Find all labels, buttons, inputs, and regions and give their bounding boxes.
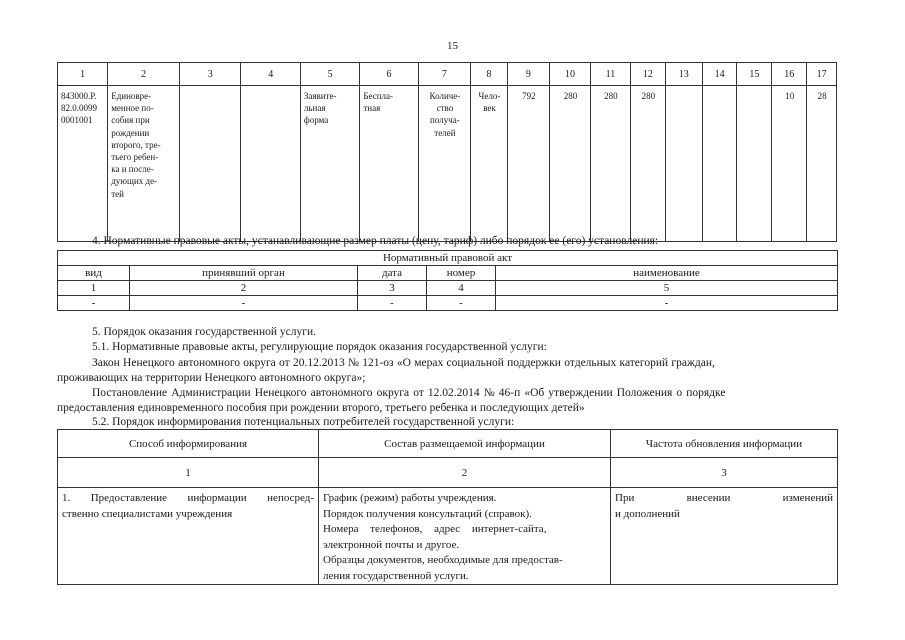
frequency-line-2: и дополнений bbox=[615, 507, 680, 520]
value-cell: 10 bbox=[772, 86, 807, 242]
col-header: 3 bbox=[179, 63, 241, 86]
value-cell: 28 bbox=[807, 86, 837, 242]
info-line: электронной почты и другое. bbox=[323, 538, 460, 551]
cell-line: форма bbox=[303, 115, 329, 126]
col-number: 4 bbox=[427, 281, 496, 296]
col-header: 4 bbox=[241, 63, 300, 86]
cell-line: 0001001 bbox=[61, 115, 93, 126]
group-header-row bbox=[58, 251, 838, 266]
number-row bbox=[58, 458, 838, 488]
frequency-cell bbox=[611, 488, 838, 585]
informing-table bbox=[57, 429, 838, 585]
info-line: График (режим) работы учреждения. bbox=[323, 492, 497, 504]
table-cell: - bbox=[130, 296, 358, 311]
word: При bbox=[615, 492, 635, 504]
cell-line: менное по- bbox=[111, 103, 154, 114]
col-header: 17 bbox=[807, 63, 837, 86]
payment-cell bbox=[360, 86, 418, 242]
cell-line: льная bbox=[303, 103, 326, 114]
law-1-line-1: Закон Ненецкого автономного округа от 20.12.2013 № 121-оз «О мерах социальной поддержки отдельных категорий граждан, bbox=[92, 357, 715, 369]
value-cell: 792 bbox=[507, 86, 549, 242]
col-number: 2 bbox=[319, 458, 611, 488]
cell-line: второго, тре- bbox=[111, 139, 161, 150]
section-5-title: 5. Порядок оказания государственной услуги. bbox=[92, 326, 316, 338]
word: 1. bbox=[62, 492, 71, 504]
info-line: Номера телефонов, адрес интернет-сайта, bbox=[323, 523, 547, 535]
cell-line: век bbox=[483, 103, 496, 114]
table-row bbox=[58, 86, 837, 242]
col-header: 7 bbox=[418, 63, 470, 86]
cell-line: 82.0.0099 bbox=[61, 103, 97, 114]
col-header: 9 bbox=[507, 63, 549, 86]
col-header: 16 bbox=[772, 63, 807, 86]
cell-line: Беспла- bbox=[363, 91, 394, 101]
col-header: 2 bbox=[108, 63, 180, 86]
table-row bbox=[58, 296, 838, 311]
col-header: принявший орган bbox=[130, 266, 358, 281]
registry-number-cell bbox=[58, 86, 108, 242]
service-volume-table bbox=[57, 62, 837, 242]
empty-cell bbox=[179, 86, 241, 242]
col-header: 12 bbox=[630, 63, 665, 86]
empty-cell bbox=[702, 86, 737, 242]
col-header: 10 bbox=[549, 63, 590, 86]
info-line: ления государственной услуги. bbox=[323, 569, 469, 582]
cell-line: телей bbox=[434, 127, 456, 138]
law-2-line-1: Постановление Администрации Ненецкого автономного округа от 12.02.2014 № 46-п «Об утверждении Положения о порядке bbox=[92, 387, 726, 399]
cell-line: рождении bbox=[111, 127, 150, 138]
table-cell: - bbox=[496, 296, 838, 311]
cell-line: Единовре- bbox=[111, 91, 152, 101]
empty-cell bbox=[737, 86, 772, 242]
cell-line: Чело- bbox=[478, 91, 501, 101]
table-header-row bbox=[58, 63, 837, 86]
method-cell bbox=[58, 488, 319, 585]
col-header: 11 bbox=[590, 63, 630, 86]
word: Предоставление bbox=[90, 492, 168, 504]
col-header: номер bbox=[427, 266, 496, 281]
info-line: Порядок получения консультаций (справок). bbox=[323, 507, 532, 520]
empty-cell bbox=[665, 86, 702, 242]
table-header-row bbox=[58, 430, 838, 458]
cell-line: тьего ребен- bbox=[111, 152, 159, 163]
cell-line: Заявите- bbox=[303, 91, 337, 101]
form-cell bbox=[300, 86, 359, 242]
legal-acts-table bbox=[57, 250, 838, 311]
number-row bbox=[58, 281, 838, 296]
law-1-line-2: проживающих на территории Ненецкого автономного округа»; bbox=[57, 372, 366, 384]
cell-line: дующих де- bbox=[111, 176, 158, 187]
col-header: вид bbox=[58, 266, 130, 281]
col-header: 6 bbox=[360, 63, 418, 86]
col-header: Частота обновления информации bbox=[611, 430, 838, 458]
info-cell bbox=[319, 488, 611, 585]
col-header: Состав размещаемой информации bbox=[319, 430, 611, 458]
cell-line: Количе- bbox=[429, 91, 461, 101]
group-header: Нормативный правовой акт bbox=[58, 251, 838, 266]
method-line-1 bbox=[62, 491, 314, 507]
law-2-line-2: предоставления единовременного пособия при рождении второго, третьего ребенка и последующих детей» bbox=[57, 402, 585, 414]
value-cell: 280 bbox=[590, 86, 630, 242]
table-cell: - bbox=[358, 296, 427, 311]
col-number: 3 bbox=[611, 458, 838, 488]
col-number: 1 bbox=[58, 281, 130, 296]
word: информации bbox=[187, 492, 247, 504]
method-line-2: ственно специалистами учреждения bbox=[62, 507, 233, 520]
table-row bbox=[58, 488, 838, 585]
section-4-title: 4. Нормативные правовые акты, устанавливающие размер платы (цену, тариф) либо порядок ее (его) установления: bbox=[92, 235, 659, 247]
empty-cell bbox=[241, 86, 300, 242]
col-header: наименование bbox=[496, 266, 838, 281]
col-header: 8 bbox=[471, 63, 508, 86]
cell-line: собия при bbox=[111, 115, 150, 126]
col-header: 14 bbox=[702, 63, 737, 86]
col-number: 5 bbox=[496, 281, 838, 296]
section-5-1-title: 5.1. Нормативные правовые акты, регулирующие порядок оказания государственной услуги: bbox=[92, 341, 547, 353]
value-cell: 280 bbox=[549, 86, 590, 242]
cell-line: ство bbox=[436, 103, 454, 114]
word: внесении bbox=[686, 492, 731, 504]
col-header: дата bbox=[358, 266, 427, 281]
cell-line: получа- bbox=[430, 115, 460, 126]
col-header: 1 bbox=[58, 63, 108, 86]
word: непосред- bbox=[267, 492, 314, 504]
col-number: 3 bbox=[358, 281, 427, 296]
unit-cell bbox=[471, 86, 508, 242]
indicator-cell bbox=[418, 86, 470, 242]
col-number: 1 bbox=[58, 458, 319, 488]
table-cell: - bbox=[58, 296, 130, 311]
col-header: 15 bbox=[737, 63, 772, 86]
section-5-2-title: 5.2. Порядок информирования потенциальных потребителей государственной услуги: bbox=[92, 416, 515, 428]
service-content-cell bbox=[108, 86, 180, 242]
cell-line: тная bbox=[363, 103, 381, 114]
cell-line: 843000.Р. bbox=[61, 91, 97, 101]
table-cell: - bbox=[427, 296, 496, 311]
col-header: 5 bbox=[300, 63, 359, 86]
value-cell: 280 bbox=[630, 86, 665, 242]
word: изменений bbox=[782, 492, 833, 504]
col-header: 13 bbox=[665, 63, 702, 86]
frequency-line-1 bbox=[615, 491, 833, 507]
table-header-row bbox=[58, 266, 838, 281]
cell-line: ка и после- bbox=[111, 164, 154, 175]
col-number: 2 bbox=[130, 281, 358, 296]
cell-line: тей bbox=[111, 188, 124, 199]
page-number: 15 bbox=[447, 40, 458, 52]
info-line: Образцы документов, необходимые для предостав- bbox=[323, 554, 563, 566]
col-header: Способ информирования bbox=[58, 430, 319, 458]
